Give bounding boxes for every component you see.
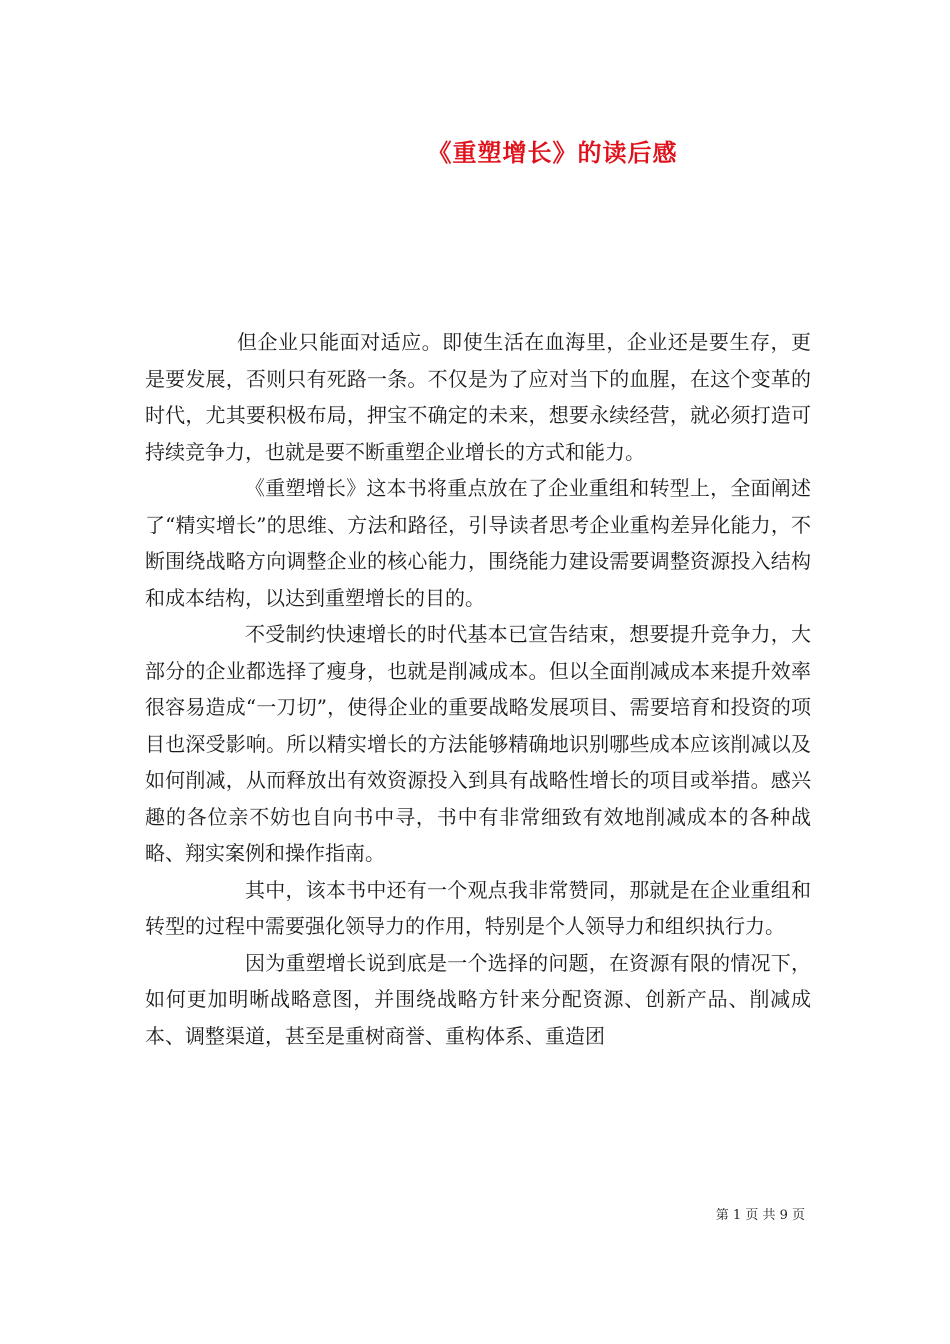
paragraph-2: 《重塑增长》这本书将重点放在了企业重组和转型上，全面阐述了“精实增长”的思维、方法和路径，引导读者思考企业重构差异化能力，不断围绕战略方向调整企业的核心能力，围绕能力建设需要调整资源投入结构和成本结构，以达到重塑增长的目的。	[145, 476, 811, 610]
paragraph-4: 其中，该本书中还有一个观点我非常赞同，那就是在企业重组和转型的过程中需要强化领导力的作用，特别是个人领导力和组织执行力。	[145, 877, 811, 938]
paragraph-1: 但企业只能面对适应。即使生活在血海里，企业还是要生存，更是要发展，否则只有死路一条。不仅是为了应对当下的血腥，在这个变革的时代，尤其要积极布局，押宝不确定的未来，想要永续经营，就必须打造可持续竞争力，也就是要不断重塑企业增长的方式和能力。	[145, 330, 811, 464]
paragraph-5: 因为重塑增长说到底是一个选择的问题，在资源有限的情况下，如何更加明晰战略意图，并围绕战略方针来分配资源、创新产品、削减成本、调整渠道，甚至是重树商誉、重构体系、重造团	[145, 950, 811, 1048]
document-title: 《重塑增长》的读后感	[427, 138, 678, 167]
page-number-footer: 第 1 页 共 9 页	[715, 1208, 805, 1223]
paragraph-3: 不受制约快速增长的时代基本已宣告结束，想要提升竞争力，大部分的企业都选择了瘦身，也就是削减成本。但以全面削减成本来提升效率很容易造成“一刀切”，使得企业的重要战略发展项目、需要培育和投资的项目也深受影响。所以精实增长的方法能够精确地识别哪些成本应该削减以及如何削减，从而释放出有效资源投入到具有战略性增长的项目或举措。感兴趣的各位亲不妨也自向书中寻，书中有非常细致有效地削减成本的各种战略、翔实案例和操作指南。	[145, 622, 811, 865]
document-body	[145, 324, 811, 1054]
